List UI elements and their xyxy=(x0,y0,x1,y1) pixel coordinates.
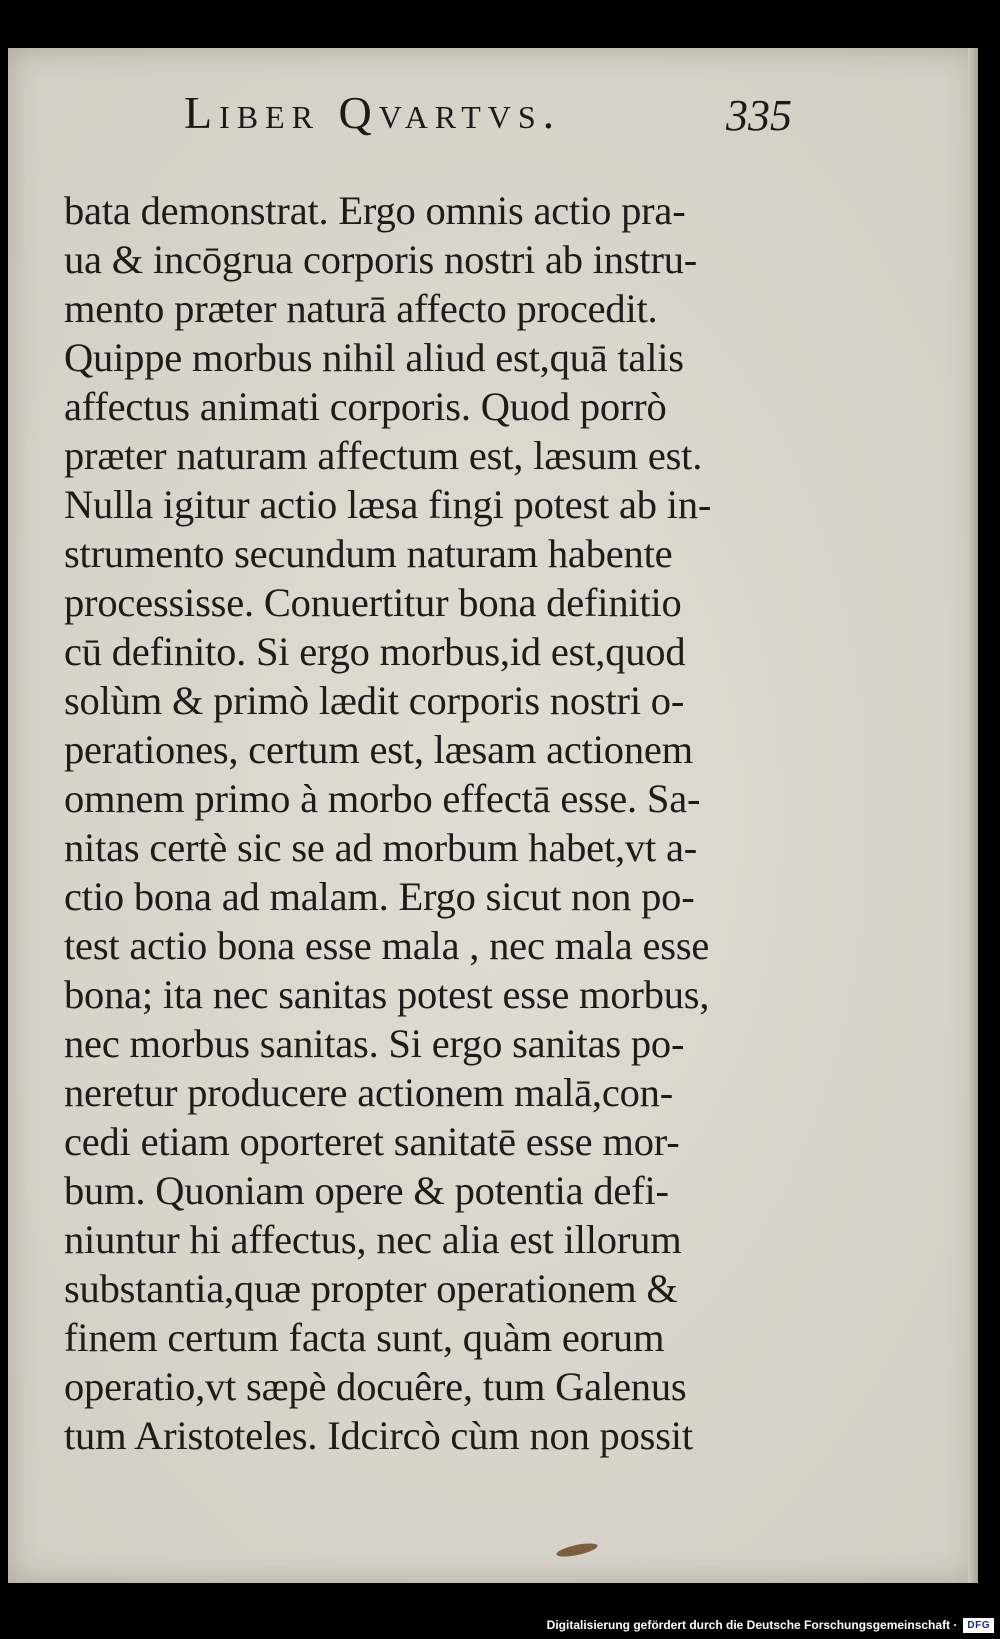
text-line: perationes, certum est, læsam actionem xyxy=(64,727,693,772)
text-line: substantia,quæ propter operationem & xyxy=(64,1266,678,1311)
text-line: nitas certè sic se ad morbum habet,vt a- xyxy=(64,825,698,870)
text-line: tum Aristoteles. Idcircò cùm non possit xyxy=(64,1413,693,1458)
text-line: niuntur hi affectus, nec alia est illorum xyxy=(64,1217,682,1262)
text-line: cedi etiam oporteret sanitatē esse mor- xyxy=(64,1119,680,1164)
text-line: omnem primo à morbo effectā esse. Sa- xyxy=(64,776,701,821)
text-line: solùm & primò lædit corporis nostri o- xyxy=(64,678,685,723)
text-line: bona; ita nec sanitas potest esse morbus, xyxy=(64,972,710,1017)
text-line: neretur producere actionem malā,con- xyxy=(64,1070,673,1115)
text-line: ctio bona ad malam. Ergo sicut non po- xyxy=(64,874,695,919)
book-page xyxy=(8,48,978,1583)
text-line: ua & incōgrua corporis nostri ab instru- xyxy=(64,237,698,282)
text-line: bum. Quoniam opere & potentia defi- xyxy=(64,1168,669,1213)
footer-credit: Digitalisierung gefördert durch die Deutsche Forschungsgemeinschaft · xyxy=(546,1618,958,1632)
running-head xyxy=(8,86,978,146)
text-line: operatio,vt sæpè docuêre, tum Galenus xyxy=(64,1364,687,1409)
body-text xyxy=(64,186,764,1460)
page-number: 335 xyxy=(726,91,792,140)
ink-smudge xyxy=(555,1541,598,1560)
text-line: strumento secundum naturam habente xyxy=(64,531,673,576)
text-line: præter naturam affectum est, læsum est. xyxy=(64,433,703,478)
text-line: cū definito. Si ergo morbus,id est,quod xyxy=(64,629,686,674)
text-line: nec morbus sanitas. Si ergo sanitas po- xyxy=(64,1021,685,1066)
dfg-logo: DFG xyxy=(963,1618,994,1633)
text-line: bata demonstrat. Ergo omnis actio pra- xyxy=(64,188,686,233)
text-line: affectus animati corporis. Quod porrò xyxy=(64,384,667,429)
page-edge xyxy=(968,48,978,1583)
footer-bar xyxy=(547,1615,994,1635)
text-line: Nulla igitur actio læsa fingi potest ab in- xyxy=(64,482,712,527)
text-line: mento præter naturā affecto procedit. xyxy=(64,286,658,331)
text-line: Quippe morbus nihil aliud est,quā talis xyxy=(64,335,684,380)
running-head-title: Liber Qvartvs. xyxy=(184,87,562,138)
text-line: test actio bona esse mala , nec mala esse xyxy=(64,923,710,968)
text-line: processisse. Conuertitur bona definitio xyxy=(64,580,682,625)
text-line: finem certum facta sunt, quàm eorum xyxy=(64,1315,665,1360)
